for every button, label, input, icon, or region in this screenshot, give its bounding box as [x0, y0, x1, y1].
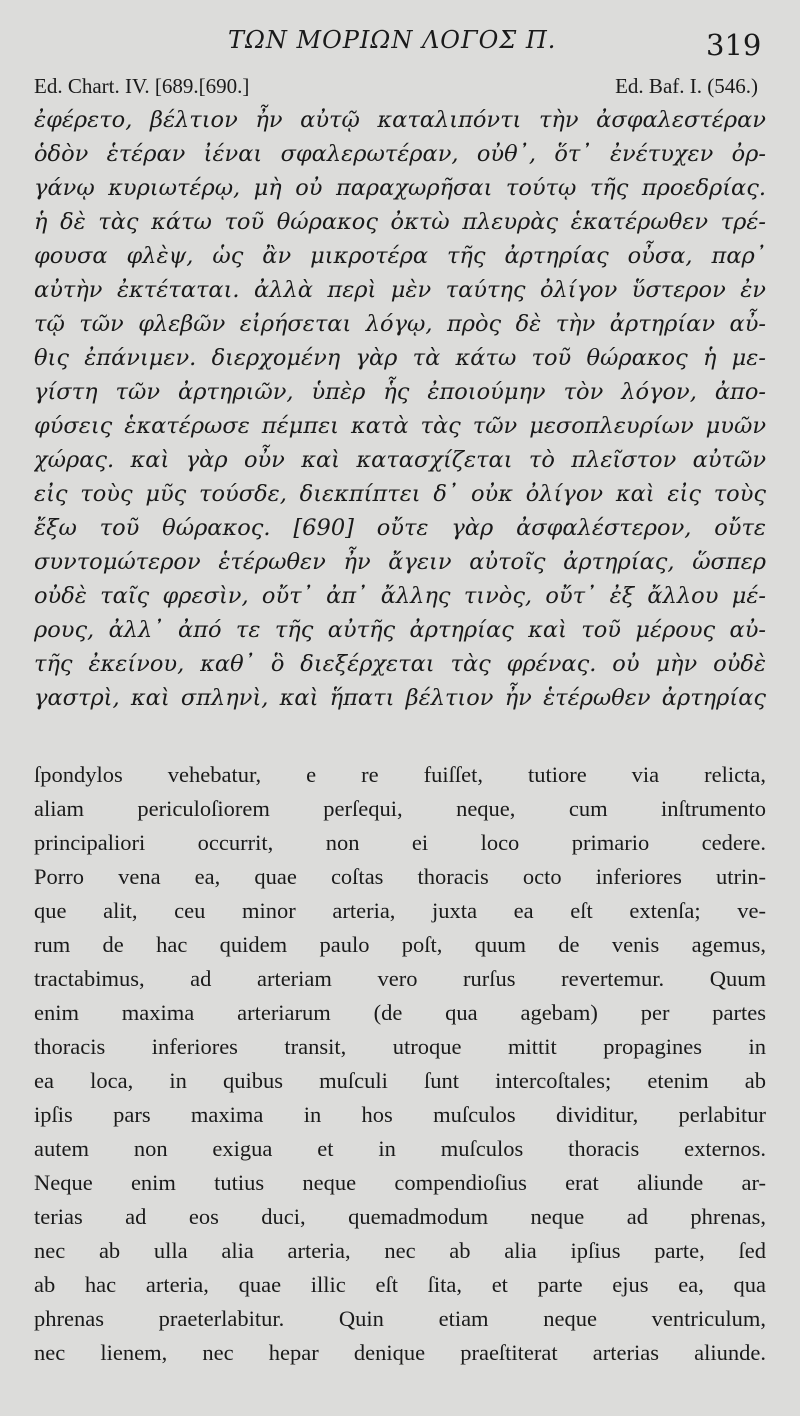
latin-line: autem non exigua et in muſculos thoracis externos.: [34, 1136, 766, 1161]
latin-line: ea loca, in quibus muſculi ſunt intercoſtales; etenim ab: [34, 1068, 766, 1093]
greek-line: θις ἐπάνιμεν. διερχομένη γὰρ τὰ κάτω τοῦ θώρακος ἡ με-: [34, 345, 766, 371]
greek-line: τῆς ἐκείνου, καθ᾽ ὃ διεξέρχεται τὰς φρένας. οὐ μὴν οὐδὲ: [34, 651, 766, 677]
greek-line: γάνῳ κυριωτέρῳ, μὴ οὐ παραχωρῆσαι τούτῳ τῆς προεδρίας.: [34, 175, 766, 201]
latin-line: terias ad eos duci, quemadmodum neque ad phrenas,: [34, 1204, 766, 1229]
latin-line: nec ab ulla alia arteria, nec ab alia ipſius parte, ſed: [34, 1238, 766, 1263]
running-title: ΤΩΝ ΜΟΡΙΩΝ ΛΟΓΟΣ Π.: [228, 26, 557, 54]
latin-line: rum de hac quidem paulo poſt, quum de venis agemus,: [34, 932, 766, 957]
latin-line: phrenas praeterlabitur. Quin etiam neque ventriculum,: [34, 1306, 766, 1331]
greek-line: φουσα φλὲψ, ὡς ἂν μικροτέρα τῆς ἀρτηρίας οὖσα, παρ᾽: [34, 243, 766, 269]
greek-line: ἐφέρετο, βέλτιον ἦν αὐτῷ καταλιπόντι τὴν ἀσφαλεστέραν: [34, 107, 766, 133]
greek-line: ἔξω τοῦ θώρακος. [690] οὔτε γὰρ ἀσφαλέστερον, οὔτε: [34, 515, 766, 541]
edition-ref-chartier: Ed. Chart. IV. [689.[690.]: [34, 74, 250, 98]
greek-line: τῷ τῶν φλεβῶν εἰρήσεται λόγῳ, πρὸς δὲ τὴν ἀρτηρίαν αὖ-: [34, 311, 766, 337]
greek-line: χώρας. καὶ γὰρ οὖν καὶ κατασχίζεται τὸ πλεῖστον αὐτῶν: [34, 447, 766, 473]
latin-line: thoracis inferiores transit, utroque mittit propagines in: [34, 1034, 766, 1059]
greek-line: ρους, ἀλλ᾽ ἀπό τε τῆς αὐτῆς ἀρτηρίας καὶ τοῦ μέρους αὐ-: [34, 617, 766, 643]
edition-ref-basel: Ed. Baf. I. (546.): [615, 74, 758, 98]
page-number: 319: [706, 28, 762, 62]
latin-line: principaliori occurrit, non ei loco primario cedere.: [34, 830, 766, 855]
greek-line: αὐτὴν ἐκτέταται. ἀλλὰ περὶ μὲν ταύτης ὀλίγον ὕστερον ἐν: [34, 277, 766, 303]
latin-line: tractabimus, ad arteriam vero rurſus revertemur. Quum: [34, 966, 766, 991]
latin-line: aliam periculoſiorem perſequi, neque, cum inſtrumento: [34, 796, 766, 821]
greek-line: οὐδὲ ταῖς φρεσὶν, οὔτ᾽ ἀπ᾽ ἄλλης τινὸς, οὔτ᾽ ἐξ ἄλλου μέ-: [34, 583, 766, 609]
greek-line: ἡ δὲ τὰς κάτω τοῦ θώρακος ὀκτὼ πλευρὰς ἑκατέρωθεν τρέ-: [34, 209, 766, 235]
latin-line: nec lienem, nec hepar denique praeſtiterat arterias aliunde.: [34, 1340, 766, 1365]
latin-line: enim maxima arteriarum (de qua agebam) per partes: [34, 1000, 766, 1025]
latin-line: Porro vena ea, quae coſtas thoracis octo inferiores utrin-: [34, 864, 766, 889]
greek-line: εἰς τοὺς μῦς τούσδε, διεκπίπτει δ᾽ οὐκ ὀλίγον καὶ εἰς τοὺς: [34, 481, 766, 507]
greek-line: συντομώτερον ἑτέρωθεν ἦν ἄγειν αὐτοῖς ἀρτηρίας, ὥσπερ: [34, 549, 766, 575]
latin-line: ipſis pars maxima in hos muſculos dividitur, perlabitur: [34, 1102, 766, 1127]
greek-line: φύσεις ἑκατέρωσε πέμπει κατὰ τὰς τῶν μεσοπλευρίων μυῶν: [34, 413, 766, 439]
greek-line: γαστρὶ, καὶ σπληνὶ, καὶ ἥπατι βέλτιον ἦν ἑτέρωθεν ἀρτηρίας: [34, 685, 766, 711]
latin-line: Neque enim tutius neque compendioſius erat aliunde ar-: [34, 1170, 766, 1195]
latin-line: que alit, ceu minor arteria, juxta ea eſt extenſa; ve-: [34, 898, 766, 923]
latin-line: ab hac arteria, quae illic eſt ſita, et parte ejus ea, qua: [34, 1272, 766, 1297]
latin-line: ſpondylos vehebatur, e re fuiſſet, tutiore via relicta,: [34, 762, 766, 787]
greek-line: ὁδὸν ἑτέραν ἰέναι σφαλερωτέραν, οὐθ᾽, ὅτ᾽ ἐνέτυχεν ὀρ-: [34, 141, 766, 167]
greek-line: γίστη τῶν ἀρτηριῶν, ὑπὲρ ἧς ἐποιούμην τὸν λόγον, ἀπο-: [34, 379, 766, 405]
